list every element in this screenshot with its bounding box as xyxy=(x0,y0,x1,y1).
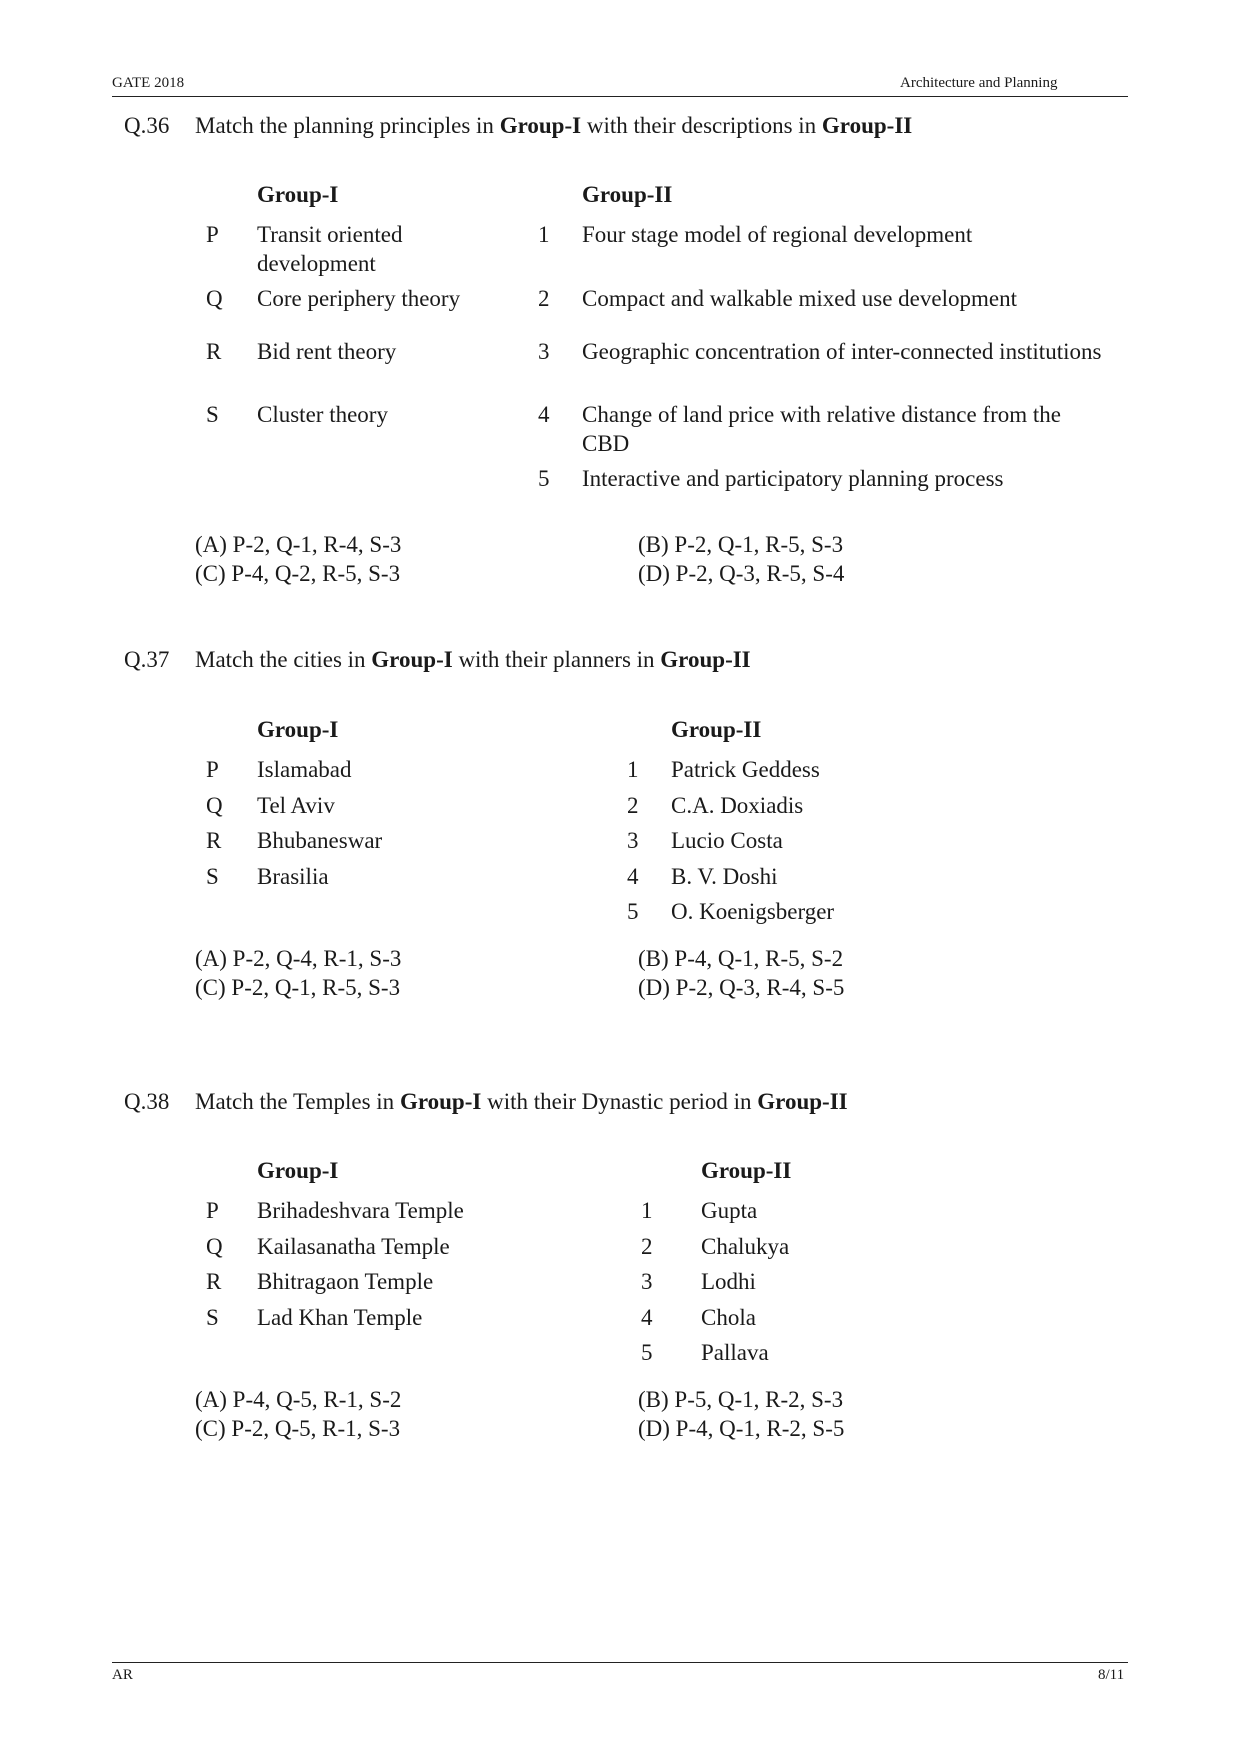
q37-g1-key-p: P xyxy=(206,757,219,782)
q36-g1-key-p: P xyxy=(206,222,219,247)
footer-page-number: 8/11 xyxy=(1098,1667,1125,1683)
q37-g1-text-q: Tel Aviv xyxy=(257,793,335,818)
q36-g1-key-s: S xyxy=(206,402,219,427)
q38-g2-key-5: 5 xyxy=(641,1340,653,1365)
q37-g2-text-3: Lucio Costa xyxy=(671,828,783,853)
q37-option-b: (B) P-4, Q-1, R-5, S-2 xyxy=(638,946,844,971)
q36-g2-text-1: Four stage model of regional development xyxy=(582,222,973,247)
q36-g1-text-p: Transit oriented development xyxy=(257,222,403,276)
q38-g1-key-q: Q xyxy=(206,1234,223,1259)
q36-g2-text-5: Interactive and participatory planning process xyxy=(582,466,1004,491)
q36-g1-text-s: Cluster theory xyxy=(257,402,388,427)
q36-group1-title: Group-I xyxy=(257,182,339,207)
q38-g1-key-r: R xyxy=(206,1269,222,1294)
q37-g2-text-5: O. Koenigsberger xyxy=(671,899,835,924)
q38-group2-title: Group-II xyxy=(701,1158,792,1183)
q37-g2-text-4: B. V. Doshi xyxy=(671,864,778,889)
q36-g2-key-3: 3 xyxy=(538,339,550,364)
q36-option-b: (B) P-2, Q-1, R-5, S-3 xyxy=(638,532,844,557)
q37-g1-key-s: S xyxy=(206,864,219,889)
q38-g2-key-3: 3 xyxy=(641,1269,653,1294)
q38-g1-text-s: Lad Khan Temple xyxy=(257,1305,423,1330)
footer-rule xyxy=(112,1662,1128,1663)
q36-g2-text-3: Geographic concentration of inter-connected institutions xyxy=(582,339,1102,364)
q38-g1-key-p: P xyxy=(206,1198,219,1223)
q36-g2-text-2: Compact and walkable mixed use development xyxy=(582,286,1017,311)
q36-g2-key-1: 1 xyxy=(538,222,550,247)
q36-group2-title: Group-II xyxy=(582,182,673,207)
q36-option-d: (D) P-2, Q-3, R-5, S-4 xyxy=(638,561,845,586)
q38-g2-key-2: 2 xyxy=(641,1234,653,1259)
header-paper-name: Architecture and Planning xyxy=(900,75,1058,91)
q36-g1-text-q: Core periphery theory xyxy=(257,286,461,311)
q38-g2-text-3: Lodhi xyxy=(701,1269,756,1294)
q38-g1-text-q: Kailasanatha Temple xyxy=(257,1234,450,1259)
q37-group1-title: Group-I xyxy=(257,717,339,742)
q37-g2-key-4: 4 xyxy=(627,864,639,889)
q36-option-a: (A) P-2, Q-1, R-4, S-3 xyxy=(195,532,402,557)
q36-g2-text-4: Change of land price with relative distance from the CBD xyxy=(582,402,1061,456)
q38-number: Q.38 xyxy=(124,1089,170,1114)
q37-g2-key-1: 1 xyxy=(627,757,639,782)
q38-g2-text-2: Chalukya xyxy=(701,1234,790,1259)
q36-g1-key-r: R xyxy=(206,339,222,364)
header-exam-name: GATE 2018 xyxy=(112,75,185,91)
q38-g2-text-1: Gupta xyxy=(701,1198,758,1223)
q37-g1-text-r: Bhubaneswar xyxy=(257,828,383,853)
q37-stem: Match the cities in Group-I with their planners in Group-II xyxy=(195,647,751,672)
q37-g2-text-1: Patrick Geddess xyxy=(671,757,820,782)
q37-g1-text-s: Brasilia xyxy=(257,864,329,889)
q38-option-b: (B) P-5, Q-1, R-2, S-3 xyxy=(638,1387,844,1412)
q38-option-a: (A) P-4, Q-5, R-1, S-2 xyxy=(195,1387,402,1412)
q38-g2-text-4: Chola xyxy=(701,1305,756,1330)
q38-g2-text-5: Pallava xyxy=(701,1340,769,1365)
q37-option-a: (A) P-2, Q-4, R-1, S-3 xyxy=(195,946,402,971)
q36-g2-key-4: 4 xyxy=(538,402,550,427)
q38-option-c: (C) P-2, Q-5, R-1, S-3 xyxy=(195,1416,401,1441)
header-rule xyxy=(112,96,1128,97)
footer-paper-code: AR xyxy=(112,1667,133,1683)
q38-g2-key-4: 4 xyxy=(641,1305,653,1330)
q38-g1-text-p: Brihadeshvara Temple xyxy=(257,1198,464,1223)
q37-g1-text-p: Islamabad xyxy=(257,757,352,782)
q36-stem: Match the planning principles in Group-I with their descriptions in Group-II xyxy=(195,113,913,138)
q38-group1-title: Group-I xyxy=(257,1158,339,1183)
q37-option-d: (D) P-2, Q-3, R-4, S-5 xyxy=(638,975,845,1000)
q37-g2-key-2: 2 xyxy=(627,793,639,818)
q38-g1-key-s: S xyxy=(206,1305,219,1330)
q36-g1-text-r: Bid rent theory xyxy=(257,339,397,364)
q36-g2-key-2: 2 xyxy=(538,286,550,311)
q37-g1-key-q: Q xyxy=(206,793,223,818)
q37-group2-title: Group-II xyxy=(671,717,762,742)
q36-number: Q.36 xyxy=(124,113,170,138)
q38-g2-key-1: 1 xyxy=(641,1198,653,1223)
q36-g2-key-5: 5 xyxy=(538,466,550,491)
q37-g2-text-2: C.A. Doxiadis xyxy=(671,793,804,818)
q37-number: Q.37 xyxy=(124,647,170,672)
q37-g2-key-5: 5 xyxy=(627,899,639,924)
q38-g1-text-r: Bhitragaon Temple xyxy=(257,1269,434,1294)
q37-g2-key-3: 3 xyxy=(627,828,639,853)
q36-g1-key-q: Q xyxy=(206,286,223,311)
q38-stem: Match the Temples in Group-I with their Dynastic period in Group-II xyxy=(195,1089,848,1114)
q38-option-d: (D) P-4, Q-1, R-2, S-5 xyxy=(638,1416,845,1441)
q37-g1-key-r: R xyxy=(206,828,222,853)
q37-option-c: (C) P-2, Q-1, R-5, S-3 xyxy=(195,975,401,1000)
q36-option-c: (C) P-4, Q-2, R-5, S-3 xyxy=(195,561,401,586)
